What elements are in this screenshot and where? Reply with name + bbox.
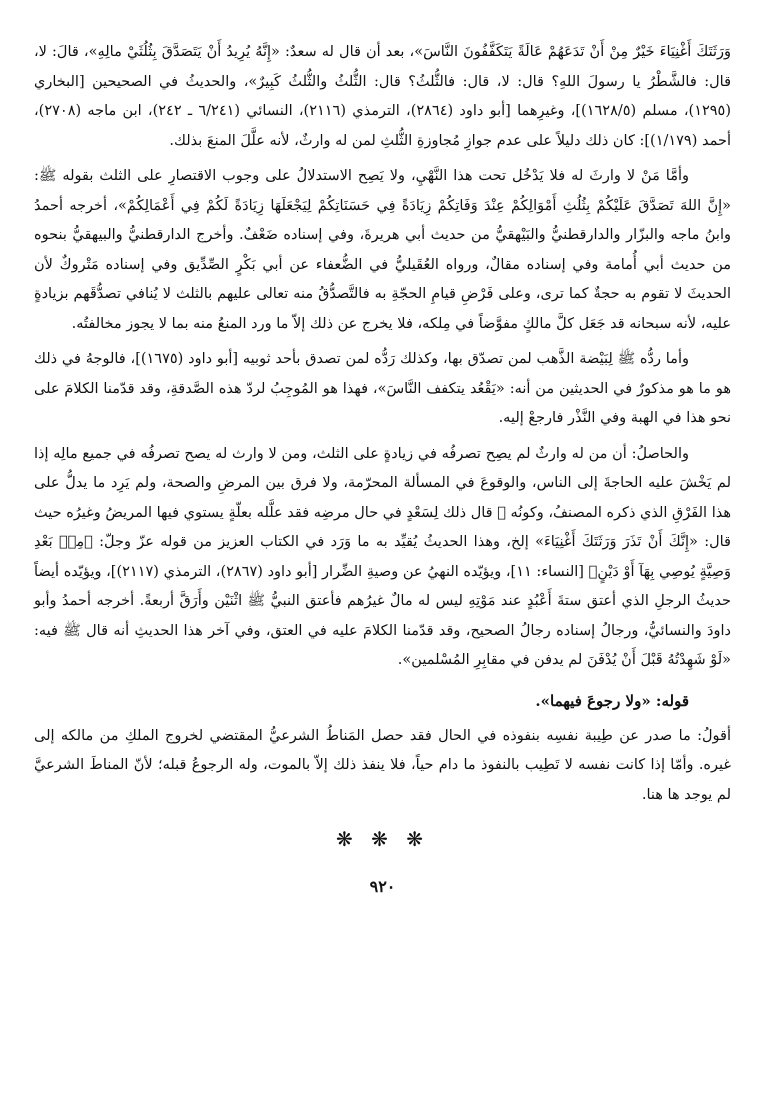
- page-number: ٩٢٠: [369, 877, 396, 896]
- paragraph-3: وأما ردُّه ﷺ لِبَيْضة الذَّهب لمن تصدّق بها، وكذلك رَدُّه لمن تصدق بأحد ثوبيه [أبو داود (١٦٧٥)]، فالوجهُ في ذلك هو ما هو مذكورٌ في الحديثين من أنه: «يَقْعُد يتكفف النَّاسَ»، فهذا هو المُوجِبُ لردّ هذه الصَّدقةِ، وقد قدّمنا الكلامَ على نحو هذا في الهبة وفي النَّذْر فارجعْ إليه.: [34, 351, 731, 426]
- spacer: [34, 676, 731, 686]
- paragraph-4: والحاصلُ: أن من له وارثٌ لم يصِح تصرفُه في زيادةٍ على الثلث، ومن لا وارث له يصح تصرفُه في جميع مالِه إذا لم يَخْشَ عليه الحاجةَ إلى الناس، والوقوعَ في المسألة المحرّمة، ولا فرق بين المرضِ والصحة، ولم يَرِد ما يدلُّ على هذا الفَرْقِ الذي ذكره المصنفُ، وكونُه ﷺ قال ذلك لِسَعْدٍ في حال مرضِه فقد علَّله بعلّةٍ يستوي فيها المريضُ وغيرُه حيث قال: «إِنَّكَ أَنْ تَذَرَ وَرَثَتَكَ أَغْنِيَاءَ» إلخ، وهذا الحديثُ يُقيِّد به ما وَرَد في الكتاب العزيز من قوله عزّ وجلّ: ﴿مِنۢ بَعْدِ وَصِيَّةٍ يُوصِي بِهَآ أَوْ دَيْنٍ﴾ [النساء: ١١]، ويؤيّده النهيُ عن وصيةِ الضِّرار [أبو داود (٢٨٦٧)، الترمذي (٢١١٧)]، ويؤيّده أيضاً حديثُ الرجلِ الذي أعتق ستةَ أَعْبُدٍ عند مَوْتِهِ ليس له مالٌ غيرُهم فأعتق النبيُّ ﷺ اثْنَيْن وأَرَقَّ أربعةً. أخرجه أحمدُ وأبو داودَ والنسائيُّ، ورجالُ إسناده رجالُ الصحيح، وقد قدّمنا الكلامَ عليه في العتق، وفي آخر هذا الحديثِ أنه قال ﷺ فيه: «لَوْ شَهِدْتُهُ قَبْلَ أَنْ يُدْفَنَ لم يدفن في مقابِرِ المُسْلمين».: [34, 445, 731, 668]
- section-heading: قوله: «ولا رجوعَ فيهما».: [535, 691, 689, 710]
- document-page: [34, 38, 731, 902]
- paragraph-1: وَرَثَتَكَ أَغْنِيَاءَ خَيْرٌ مِنْ أَنْ تَدَعَهُمْ عَالَةً يَتَكَفَّفُونَ النَّاسَ»، بعد أن قال له سعدٌ: «إِنَّهُ يُرِيدُ أَنْ يَتَصَدَّقَ بِثُلُثَيْ مالِهِ»، قالَ: لا، قال: فالشَّطْرُ يا رسولَ اللهِ؟ قال: لا، قال: فالثُّلثُ؟ قال: الثُّلثُ والثُّلثُ كَبِيرٌ»، والحديثُ في الصحيحين [البخاري (١٢٩٥)، مسلم (١٦٢٨/٥)]، وغيرِهما [أبو داود (٢٨٦٤)، الترمذي (٢١١٦)، النسائي (٦/٢٤١ ـ ٢٤٢)، ابن ماجه (٢٧٠٨)، أحمد (١/١٧٩)]: كان ذلك دليلاً على عدم جوازِ مُجاوزةِ الثُّلثِ لمن له وارثٌ، لأنه علَّلَ المنعَ بذلك.: [34, 44, 732, 149]
- paragraph-2: وأمَّا مَنْ لا وارثَ له فلا يَدْخُل تحت هذا النَّهْيِ، ولا يَصِح الاستدلالُ على وجوب الاقتصارِ على الثلث بقوله ﷺ: «إِنَّ اللهَ تَصَدَّقَ عَلَيْكُمْ بِثُلُثِ أَمْوَالِكُمْ عِنْدَ وَفَاتِكُمْ زِيَادَةً فِي حَسَنَاتِكُمْ لِيَجْعَلَهَا زِيَادَةً لَكُمْ فِي أَعْمَالِكُمْ»، أخرجه أحمدُ وابنُ ماجه والبزّار والدارقطنيُّ والبَيْهقيُّ من حديث أبي هريرةَ، وفي إسناده ضَعْفٌ. وأخرج الدارقطنيُّ والبيهقيُّ بنحوه من حديث أبي أُمامة وفي إسناده مقالٌ، ورواه العُقَيليُّ في الضُّعفاء عن أبي بَكْرٍ الصِّدِّيق وفي إسناده مَتْروكٌ لأن الحديثَ لا تقوم به حجةٌ كما ترى، وعلى فَرْضِ قيامِ الحجّةِ به فالتَّصدُّقُ منه تعالى عليهم بالثلث لا يُنافي تصدُّقَهم بزيادةٍ عليه، لأنه سبحانه قد جَعَل كلَّ مالكٍ مفوَّضاً في مِلكه، فلا يخرج عن ذلك إلاّ ما ورد المنعُ منه بما لا يجوز مخالفتُه.: [34, 168, 731, 332]
- section-separator: ❋ ❋ ❋: [336, 827, 429, 851]
- paragraph-5: أقولُ: ما صدر عن طِيبة نفسِه بنفوذه في الحال فقد حصل المَناطُ الشرعيُّ المقتضي لخروج الملكِ من مالكه إلى غيره. وأمّا إذا كانت نفسه لا تَطِيب بالنفوذ ما دام حياً، فلا ينفذ ذلك إلاّ بالموت، وله الرجوعُ قبله؛ لأنّ المناطَ الشرعيَّ لم يوجد ها هنا.: [34, 727, 731, 803]
